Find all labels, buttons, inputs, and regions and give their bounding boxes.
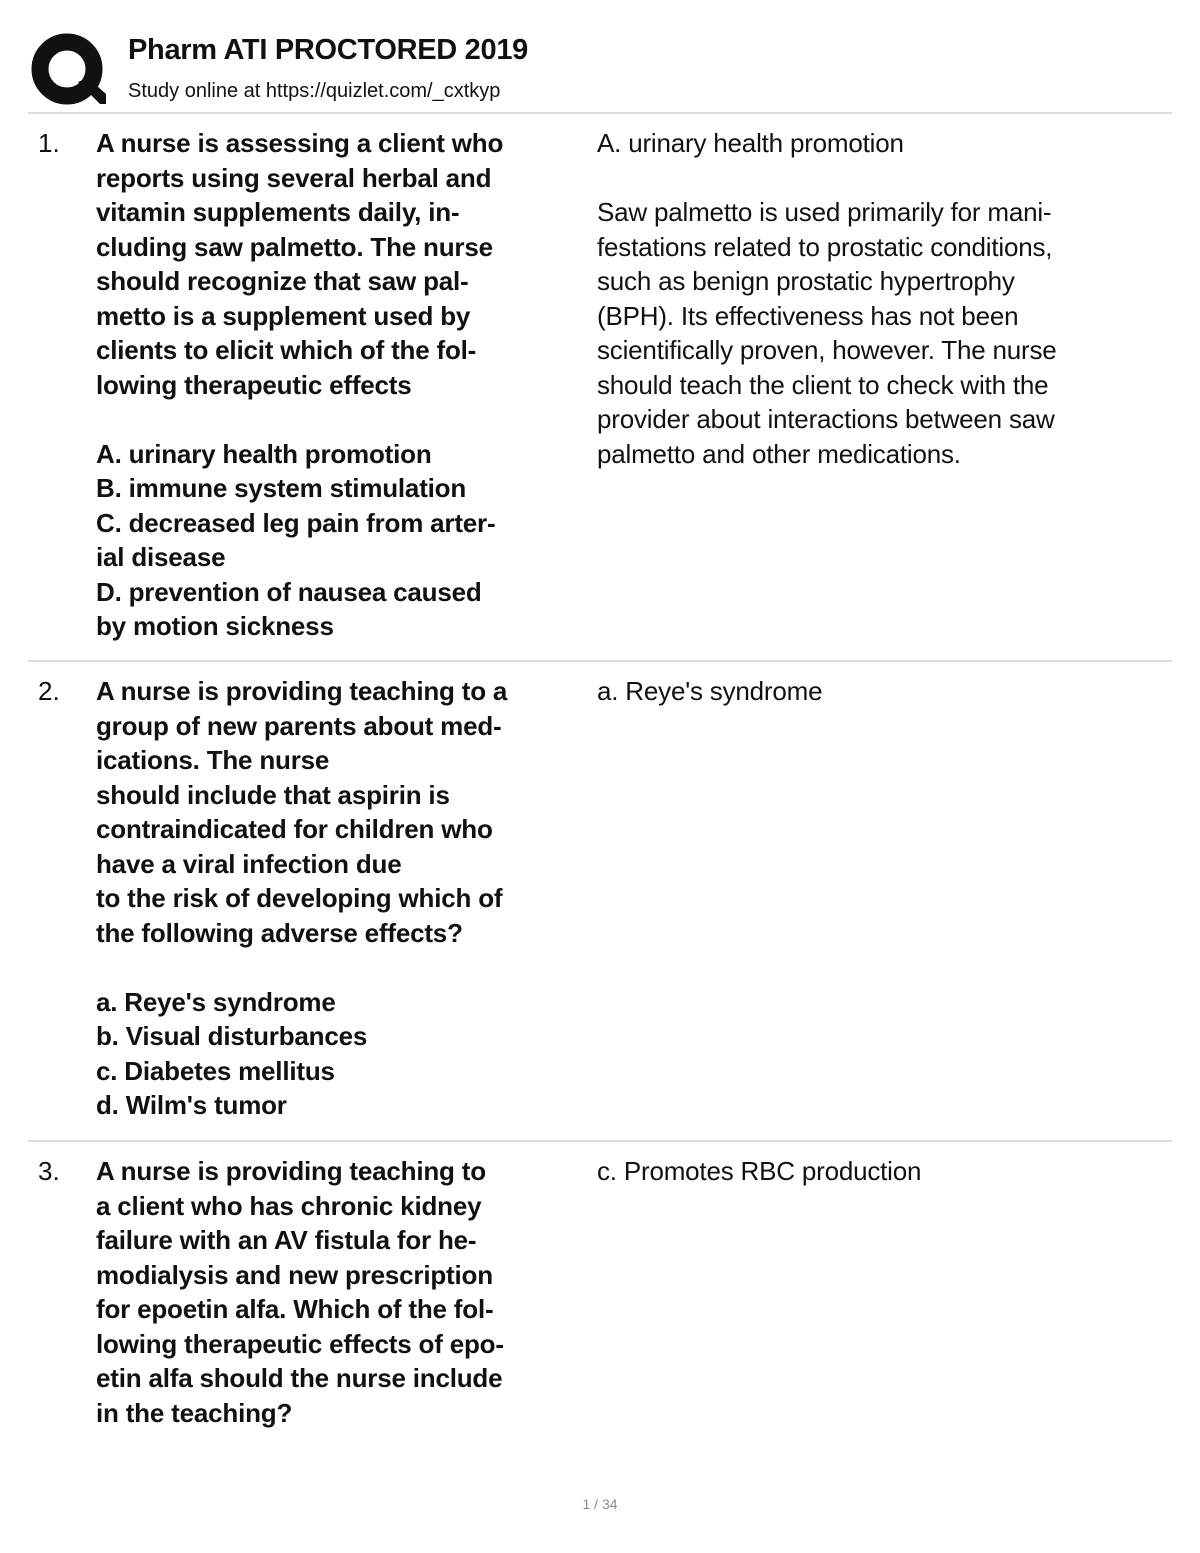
- divider: [28, 112, 1172, 114]
- card-number: 3.: [38, 1156, 60, 1186]
- flashcard-1: [28, 126, 1172, 646]
- document-title: Pharm ATI PROCTORED 2019: [128, 34, 528, 66]
- flashcard-2: [28, 674, 1172, 1129]
- flashcard-3: [28, 1154, 1172, 1444]
- card-number: 1.: [38, 128, 60, 158]
- divider: [28, 1140, 1172, 1142]
- page-number: 1 / 34: [582, 1496, 618, 1512]
- divider: [28, 660, 1172, 662]
- card-answer: a. Reye's syndrome: [597, 676, 823, 706]
- card-answer: A. urinary health promotion Saw palmetto is used primarily for mani- festations related to prostatic conditions, such as benign prostatic hypertrophy (BPH). Its effectiveness has not been scientifically proven, however. The nurse should teach the client to check with the provider about interactions between saw palmetto and other medications.: [597, 128, 1057, 469]
- card-question: A nurse is providing teaching to a client who has chronic kidney failure with an AV fistula for he- modialysis and new prescription for epoetin alfa. Which of the fol- lowing therapeutic effects of epo- etin alfa should the nurse include in the teaching?: [96, 1156, 504, 1428]
- card-number: 2.: [38, 676, 60, 706]
- card-answer: c. Promotes RBC production: [597, 1156, 922, 1186]
- card-question: A nurse is providing teaching to a group of new parents about med- ications. The nurse should include that aspirin is contraindicated for children who have a viral infection due to the risk of developing which of the following adverse effects? a. Reye's syndrome b. Visual disturbances c. Diabetes mellitus d. Wilm's tumor: [96, 676, 508, 1120]
- card-question: A nurse is assessing a client who reports using several herbal and vitamin supplements daily, in- cluding saw palmetto. The nurse should recognize that saw pal- metto is a supplement used by clients to elicit which of the fol- lowing therapeutic effects A. urinary health promotion B. immune system stimulation C. decreased leg pain from arter- ial disease D. prevention of nausea caused by motion sickness: [96, 128, 504, 641]
- study-link[interactable]: Study online at https://quizlet.com/_cxtkyp: [128, 80, 501, 102]
- quizlet-logo-icon: [30, 32, 106, 108]
- document-header: [28, 28, 1172, 110]
